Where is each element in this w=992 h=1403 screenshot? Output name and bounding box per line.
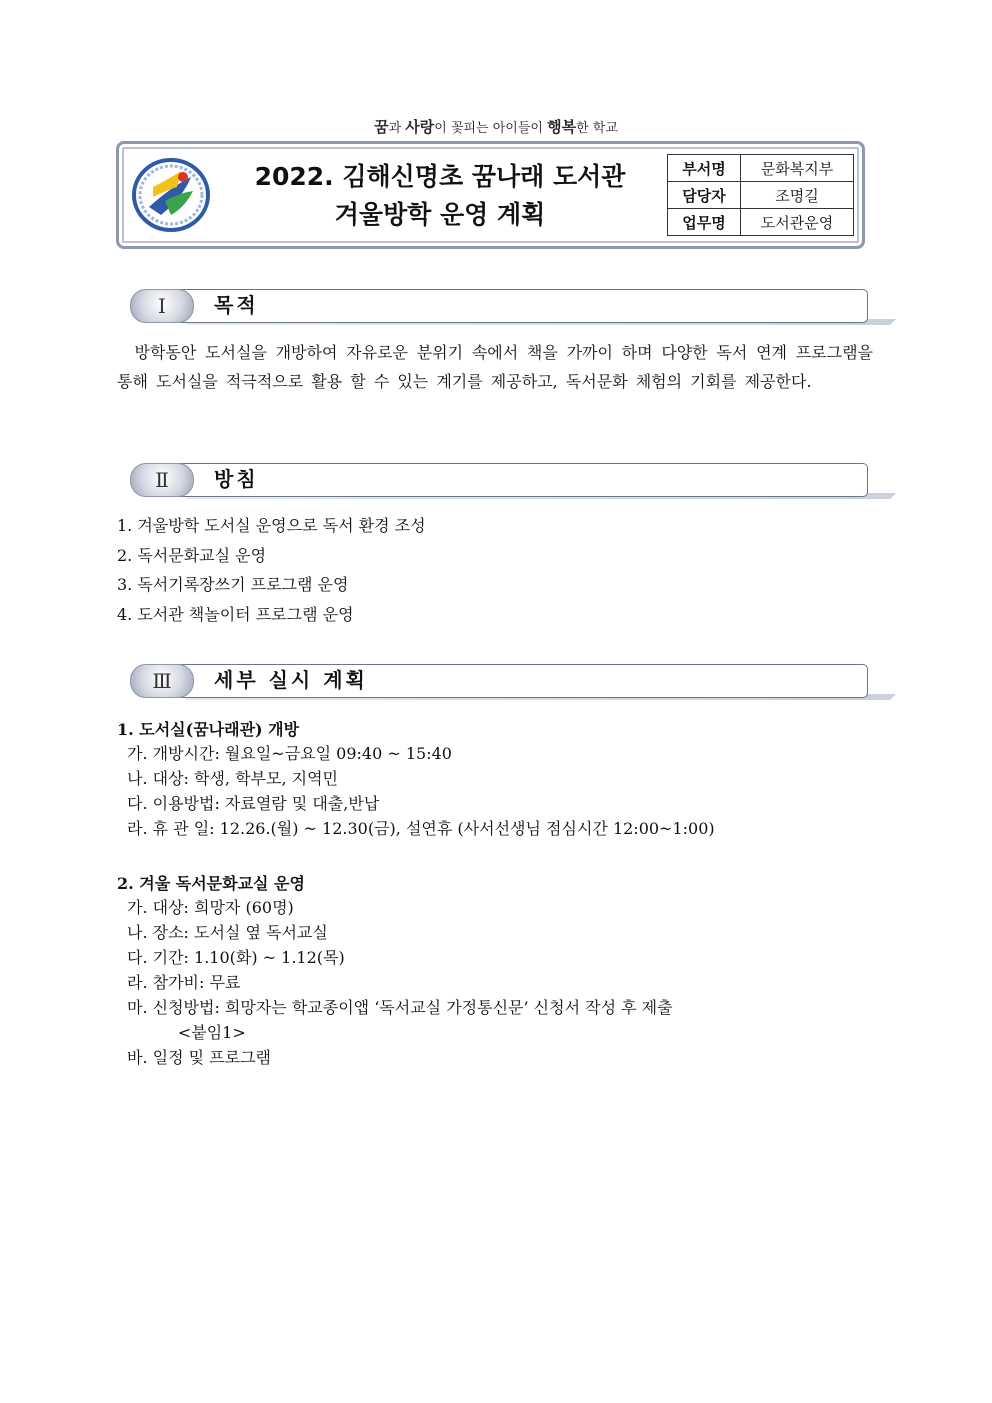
plan-2-items <box>127 895 673 1070</box>
document-info-table <box>667 154 854 236</box>
purpose-paragraph <box>117 338 873 396</box>
section-number-badge: Ⅲ <box>130 664 194 698</box>
document-title <box>240 158 640 234</box>
plan-2-heading: 2. 겨울 독서문화교실 운영 <box>117 874 305 893</box>
plan-1-heading: 1. 도서실(꿈나래관) 개방 <box>117 720 300 739</box>
info-key: 담당자 <box>668 182 741 209</box>
list-item: 4. 도서관 책놀이터 프로그램 운영 <box>117 604 354 624</box>
info-row <box>668 209 854 236</box>
motto-part-1: 꿈 <box>374 118 389 136</box>
section-number-badge: Ⅰ <box>130 289 194 323</box>
section-header-policy <box>118 463 893 509</box>
plan-1-items <box>127 741 715 841</box>
list-item: 마. 신청방법: 희망자는 학교종이앱 ‘독서교실 가정통신문’ 신청서 작성 후 제출 <box>127 998 673 1017</box>
section-title: 목적 <box>214 293 259 317</box>
title-line-1: 2022. 김해신명초 꿈나래 도서관 <box>254 162 626 191</box>
list-item: 나. 대상: 학생, 학부모, 지역민 <box>127 769 339 788</box>
section-header-purpose <box>118 289 893 335</box>
info-row <box>668 155 854 182</box>
list-item: 라. 참가비: 무료 <box>127 973 241 992</box>
school-motto <box>0 116 992 137</box>
section-header-plan <box>118 664 893 710</box>
list-item: 3. 독서기록장쓰기 프로그램 운영 <box>117 575 349 594</box>
section-tab <box>178 289 868 323</box>
list-item: 가. 대상: 희망자 (60명) <box>127 898 294 917</box>
section-number-badge: Ⅱ <box>130 463 194 497</box>
info-value: 도서관운영 <box>741 209 854 236</box>
school-logo-icon <box>131 157 211 233</box>
list-item: 가. 개방시간: 월요일~금요일 09:40 ~ 15:40 <box>127 744 452 763</box>
motto-part-2: 과 <box>388 121 406 136</box>
info-value: 문화복지부 <box>741 155 854 182</box>
list-item: 2. 독서문화교실 운영 <box>117 545 267 565</box>
motto-part-5: 행복 <box>547 118 577 136</box>
list-item: 1. 겨울방학 도서실 운영으로 독서 환경 조성 <box>117 516 426 535</box>
motto-part-6: 한 학교 <box>576 121 618 136</box>
list-item: 라. 휴 관 일: 12.26.(월) ~ 12.30(금), 설연휴 (사서선생님 점심시간 12:00~1:00) <box>127 819 715 838</box>
info-key: 부서명 <box>668 155 741 182</box>
list-item: <붙임1> <box>127 1023 246 1042</box>
list-item: 나. 장소: 도서실 옆 독서교실 <box>127 923 328 942</box>
motto-part-4: 이 꽃피는 아이들이 <box>434 121 548 136</box>
list-item: 다. 이용방법: 자료열람 및 대출,반납 <box>127 794 380 813</box>
policy-list <box>117 511 426 629</box>
title-line-2: 겨울방학 운영 계획 <box>334 200 546 229</box>
motto-part-3: 사랑 <box>405 118 435 136</box>
section-tab <box>178 463 868 497</box>
section-title: 세부 실시 계획 <box>214 668 368 692</box>
info-key: 업무명 <box>668 209 741 236</box>
section-title: 방침 <box>214 467 259 491</box>
info-value: 조명길 <box>741 182 854 209</box>
list-item: 바. 일정 및 프로그램 <box>127 1048 271 1067</box>
list-item: 다. 기간: 1.10(화) ~ 1.12(목) <box>127 948 345 967</box>
info-row <box>668 182 854 209</box>
purpose-text: 방학동안 도서실을 개방하여 자유로운 분위기 속에서 책을 가까이 하며 다양한 독서 연계 프로그램을 통해 도서실을 적극적으로 활용 할 수 있는 계기를 제공하고, 독서문화 체험의 기회를 제공한다. <box>117 343 874 391</box>
